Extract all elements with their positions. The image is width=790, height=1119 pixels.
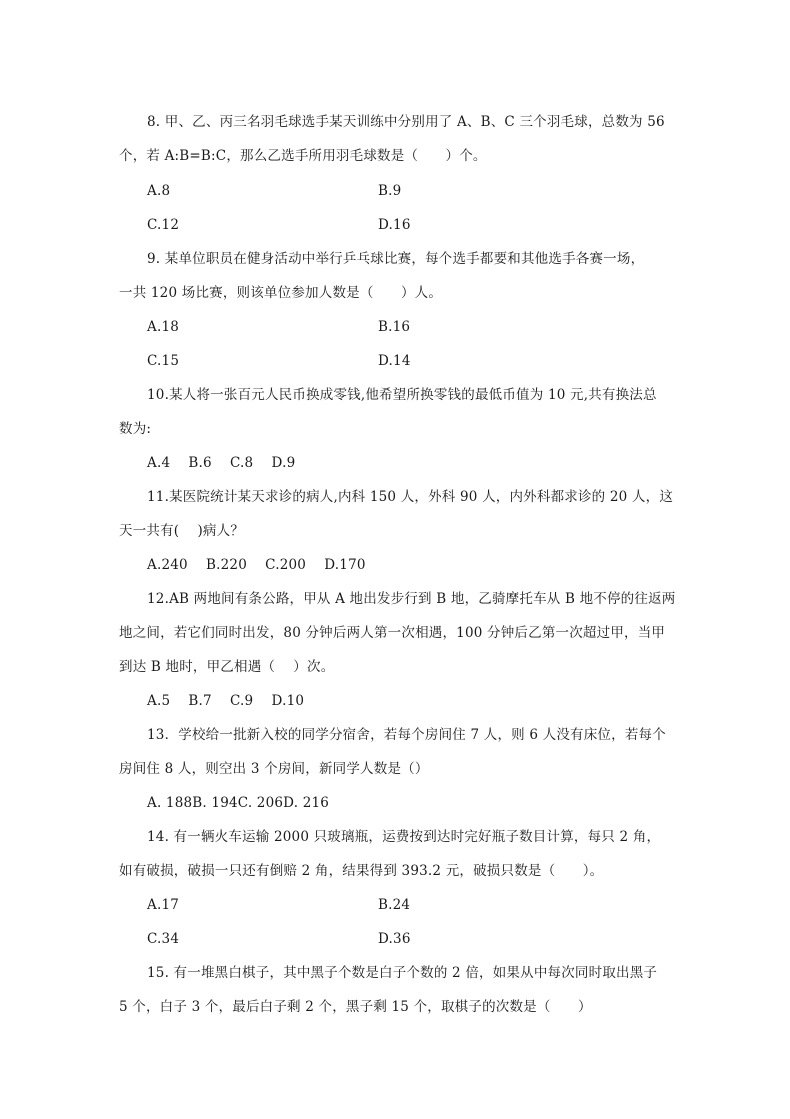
question-13-line-1: 13．学校给一批新入校的同学分宿舍，若每个房间住 7 人，则 6 人没有床位，若每个 xyxy=(147,727,666,743)
question-9-option-d: D.14 xyxy=(378,353,411,369)
question-11-options: A.240 B.220 C.200 D.170 xyxy=(147,557,366,573)
question-14-option-d: D.36 xyxy=(378,931,411,947)
question-12-options: A.5 B.7 C.9 D.10 xyxy=(147,693,305,709)
question-14-option-b: B.24 xyxy=(378,897,411,913)
question-9-option-c: C.15 xyxy=(147,353,180,369)
question-10-line-1: 10.某人将一张百元人民币换成零钱,他希望所换零钱的最低币值为 10 元,共有换法总 xyxy=(147,387,657,403)
question-10-line-2: 数为: xyxy=(119,421,152,437)
question-10-options: A.4 B.6 C.8 D.9 xyxy=(147,455,296,471)
question-9-line-1: 9. 某单位职员在健身活动中举行乒乓球比赛，每个选手都要和其他选手各赛一场， xyxy=(147,251,645,267)
question-8-option-d: D.16 xyxy=(378,217,411,233)
question-15-line-1: 15. 有一堆黑白棋子，其中黑子个数是白子个数的 2 倍，如果从中每次同时取出黑子 xyxy=(147,965,658,981)
question-9-line-2: 一共 120 场比赛，则该单位参加人数是（ ）人。 xyxy=(119,285,443,301)
question-8-option-a: A.8 xyxy=(147,183,171,199)
question-14-line-2: 如有破损，破损一只还有倒赔 2 角，结果得到 393.2 元，破损只数是（ ）。 xyxy=(119,863,604,879)
question-9-option-b: B.16 xyxy=(378,319,411,335)
question-11-line-2: 天一共有( )病人？ xyxy=(119,523,245,539)
question-12-line-3: 到达 B 地时，甲乙相遇（ ）次。 xyxy=(119,659,335,675)
question-12-line-1: 12.AB 两地间有条公路，甲从 A 地出发步行到 B 地，乙骑摩托车从 B 地不停的往返两 xyxy=(147,591,676,607)
question-15-line-2: 5 个，白子 3 个，最后白子剩 2 个，黑子剩 15 个，取棋子的次数是（ ） xyxy=(119,999,592,1015)
question-13-line-2: 房间住 8 人，则空出 3 个房间，新同学人数是（） xyxy=(119,761,429,777)
question-13-options: A. 188B. 194C. 206D. 216 xyxy=(147,795,330,811)
question-8-line-1: 8. 甲、乙、丙三名羽毛球选手某天训练中分别用了 A、B、C 三个羽毛球，总数为 56 xyxy=(147,114,665,130)
question-9-option-a: A.18 xyxy=(147,319,180,335)
question-8-line-2: 个，若 A:B=B:C，那么乙选手所用羽毛球数是（ ）个。 xyxy=(119,148,487,164)
question-14-option-c: C.34 xyxy=(147,931,180,947)
question-8-option-c: C.12 xyxy=(147,217,180,233)
question-11-line-1: 11.某医院统计某天求诊的病人,内科 150 人，外科 90 人，内外科都求诊的 20 人，这 xyxy=(147,489,674,505)
question-14-option-a: A.17 xyxy=(147,897,180,913)
question-14-line-1: 14. 有一辆火车运输 2000 只玻璃瓶，运费按到达时完好瓶子数目计算，每只 2 角， xyxy=(147,829,661,845)
question-8-option-b: B.9 xyxy=(378,183,402,199)
question-12-line-2: 地之间，若它们同时出发，80 分钟后两人第一次相遇，100 分钟后乙第一次超过甲，当甲 xyxy=(119,625,666,641)
